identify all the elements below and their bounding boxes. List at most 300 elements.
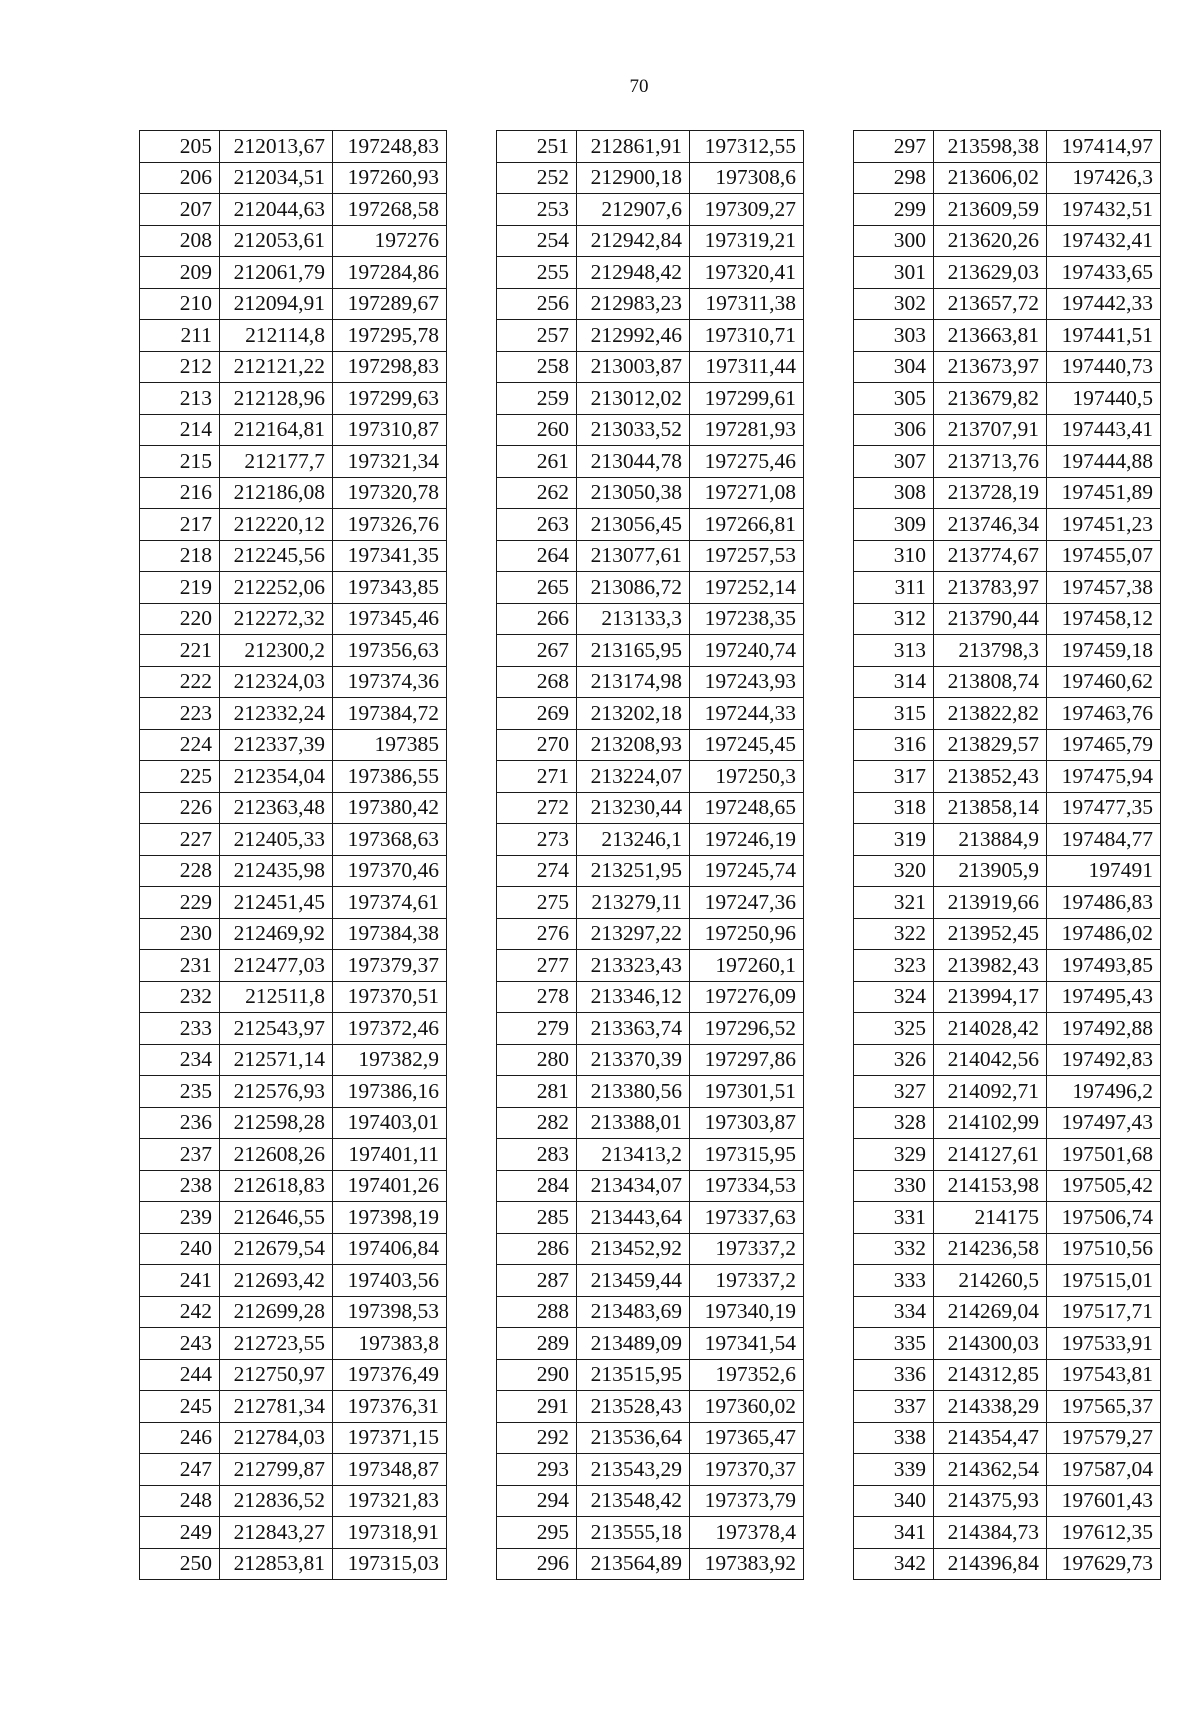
point-number-cell: 253: [497, 194, 577, 226]
table-row: [854, 1391, 1161, 1423]
point-number-cell: 268: [497, 666, 577, 698]
y-coordinate-cell: 197486,83: [1047, 887, 1161, 919]
x-coordinate-cell: 214338,29: [934, 1391, 1047, 1423]
table-row: [497, 603, 804, 635]
x-coordinate-cell: 213548,42: [577, 1485, 690, 1517]
y-coordinate-cell: 197299,61: [690, 383, 804, 415]
point-number-cell: 259: [497, 383, 577, 415]
y-coordinate-cell: 197491: [1047, 855, 1161, 887]
table-row: [854, 540, 1161, 572]
point-number-cell: 240: [140, 1233, 220, 1265]
x-coordinate-cell: 212781,34: [220, 1391, 333, 1423]
point-number-cell: 311: [854, 572, 934, 604]
point-number-cell: 214: [140, 414, 220, 446]
x-coordinate-cell: 213246,1: [577, 824, 690, 856]
y-coordinate-cell: 197352,6: [690, 1359, 804, 1391]
point-number-cell: 310: [854, 540, 934, 572]
x-coordinate-cell: 212094,91: [220, 288, 333, 320]
point-number-cell: 325: [854, 1013, 934, 1045]
x-coordinate-cell: 212543,97: [220, 1013, 333, 1045]
x-coordinate-cell: 212799,87: [220, 1454, 333, 1486]
point-number-cell: 338: [854, 1422, 934, 1454]
point-number-cell: 270: [497, 729, 577, 761]
table-row: [854, 1139, 1161, 1171]
y-coordinate-cell: 197320,41: [690, 257, 804, 289]
table-row: [140, 950, 447, 982]
x-coordinate-cell: 213413,2: [577, 1139, 690, 1171]
x-coordinate-cell: 212034,51: [220, 162, 333, 194]
point-number-cell: 315: [854, 698, 934, 730]
table-row: [854, 1517, 1161, 1549]
point-number-cell: 292: [497, 1422, 577, 1454]
page-number: 70: [629, 76, 649, 97]
x-coordinate-cell: 213598,38: [934, 131, 1047, 163]
x-coordinate-cell: 212272,32: [220, 603, 333, 635]
x-coordinate-cell: 212337,39: [220, 729, 333, 761]
table-row: [140, 1454, 447, 1486]
table-row: [140, 1107, 447, 1139]
point-number-cell: 300: [854, 225, 934, 257]
point-number-cell: 304: [854, 351, 934, 383]
x-coordinate-cell: 214153,98: [934, 1170, 1047, 1202]
y-coordinate-cell: 197372,46: [333, 1013, 447, 1045]
y-coordinate-cell: 197440,5: [1047, 383, 1161, 415]
y-coordinate-cell: 197320,78: [333, 477, 447, 509]
x-coordinate-cell: 212750,97: [220, 1359, 333, 1391]
y-coordinate-cell: 197543,81: [1047, 1359, 1161, 1391]
point-number-cell: 314: [854, 666, 934, 698]
y-coordinate-cell: 197244,33: [690, 698, 804, 730]
y-coordinate-cell: 197296,52: [690, 1013, 804, 1045]
point-number-cell: 288: [497, 1296, 577, 1328]
y-coordinate-cell: 197257,53: [690, 540, 804, 572]
point-number-cell: 255: [497, 257, 577, 289]
x-coordinate-cell: 213858,14: [934, 792, 1047, 824]
x-coordinate-cell: 212571,14: [220, 1044, 333, 1076]
point-number-cell: 299: [854, 194, 934, 226]
x-coordinate-cell: 213323,43: [577, 950, 690, 982]
table-row: [140, 131, 447, 163]
coordinates-table-3: [853, 130, 1161, 1580]
x-coordinate-cell: 213202,18: [577, 698, 690, 730]
point-number-cell: 210: [140, 288, 220, 320]
point-number-cell: 264: [497, 540, 577, 572]
point-number-cell: 337: [854, 1391, 934, 1423]
table-row: [497, 824, 804, 856]
x-coordinate-cell: 213620,26: [934, 225, 1047, 257]
y-coordinate-cell: 197326,76: [333, 509, 447, 541]
x-coordinate-cell: 213459,44: [577, 1265, 690, 1297]
table-row: [854, 824, 1161, 856]
y-coordinate-cell: 197248,83: [333, 131, 447, 163]
y-coordinate-cell: 197348,87: [333, 1454, 447, 1486]
y-coordinate-cell: 197517,71: [1047, 1296, 1161, 1328]
y-coordinate-cell: 197321,34: [333, 446, 447, 478]
y-coordinate-cell: 197459,18: [1047, 635, 1161, 667]
x-coordinate-cell: 214312,85: [934, 1359, 1047, 1391]
y-coordinate-cell: 197373,79: [690, 1485, 804, 1517]
point-number-cell: 257: [497, 320, 577, 352]
table-row: [854, 1548, 1161, 1580]
x-coordinate-cell: 212300,2: [220, 635, 333, 667]
point-number-cell: 229: [140, 887, 220, 919]
x-coordinate-cell: 212836,52: [220, 1485, 333, 1517]
table-row: [140, 383, 447, 415]
point-number-cell: 276: [497, 918, 577, 950]
x-coordinate-cell: 213982,43: [934, 950, 1047, 982]
x-coordinate-cell: 212061,79: [220, 257, 333, 289]
table-row: [497, 1296, 804, 1328]
y-coordinate-cell: 197341,54: [690, 1328, 804, 1360]
x-coordinate-cell: 212363,48: [220, 792, 333, 824]
table-row: [140, 1485, 447, 1517]
x-coordinate-cell: 213783,97: [934, 572, 1047, 604]
point-number-cell: 309: [854, 509, 934, 541]
x-coordinate-cell: 213798,3: [934, 635, 1047, 667]
x-coordinate-cell: 213133,3: [577, 603, 690, 635]
x-coordinate-cell: 212646,55: [220, 1202, 333, 1234]
point-number-cell: 284: [497, 1170, 577, 1202]
table-row: [497, 1233, 804, 1265]
y-coordinate-cell: 197343,85: [333, 572, 447, 604]
point-number-cell: 328: [854, 1107, 934, 1139]
table-row: [140, 729, 447, 761]
point-number-cell: 209: [140, 257, 220, 289]
point-number-cell: 212: [140, 351, 220, 383]
point-number-cell: 321: [854, 887, 934, 919]
y-coordinate-cell: 197345,46: [333, 603, 447, 635]
point-number-cell: 278: [497, 981, 577, 1013]
point-number-cell: 230: [140, 918, 220, 950]
table-row: [497, 477, 804, 509]
y-coordinate-cell: 197579,27: [1047, 1422, 1161, 1454]
y-coordinate-cell: 197374,36: [333, 666, 447, 698]
x-coordinate-cell: 212128,96: [220, 383, 333, 415]
table-row: [854, 509, 1161, 541]
x-coordinate-cell: 212948,42: [577, 257, 690, 289]
x-coordinate-cell: 213707,91: [934, 414, 1047, 446]
table-row: [140, 824, 447, 856]
point-number-cell: 247: [140, 1454, 220, 1486]
y-coordinate-cell: 197299,63: [333, 383, 447, 415]
x-coordinate-cell: 213884,9: [934, 824, 1047, 856]
y-coordinate-cell: 197318,91: [333, 1517, 447, 1549]
table-row: [497, 887, 804, 919]
y-coordinate-cell: 197458,12: [1047, 603, 1161, 635]
point-number-cell: 256: [497, 288, 577, 320]
point-number-cell: 244: [140, 1359, 220, 1391]
point-number-cell: 286: [497, 1233, 577, 1265]
x-coordinate-cell: 213543,29: [577, 1454, 690, 1486]
point-number-cell: 339: [854, 1454, 934, 1486]
y-coordinate-cell: 197444,88: [1047, 446, 1161, 478]
x-coordinate-cell: 213297,22: [577, 918, 690, 950]
point-number-cell: 215: [140, 446, 220, 478]
point-number-cell: 274: [497, 855, 577, 887]
point-number-cell: 332: [854, 1233, 934, 1265]
y-coordinate-cell: 197308,6: [690, 162, 804, 194]
y-coordinate-cell: 197310,71: [690, 320, 804, 352]
y-coordinate-cell: 197246,19: [690, 824, 804, 856]
table-row: [854, 1202, 1161, 1234]
point-number-cell: 291: [497, 1391, 577, 1423]
x-coordinate-cell: 213808,74: [934, 666, 1047, 698]
y-coordinate-cell: 197260,93: [333, 162, 447, 194]
table-row: [854, 446, 1161, 478]
x-coordinate-cell: 213224,07: [577, 761, 690, 793]
table-row: [854, 1107, 1161, 1139]
x-coordinate-cell: 213363,74: [577, 1013, 690, 1045]
table-row: [140, 540, 447, 572]
point-number-cell: 312: [854, 603, 934, 635]
y-coordinate-cell: 197414,97: [1047, 131, 1161, 163]
y-coordinate-cell: 197321,83: [333, 1485, 447, 1517]
table-row: [497, 1265, 804, 1297]
table-row: [140, 792, 447, 824]
table-row: [497, 320, 804, 352]
point-number-cell: 216: [140, 477, 220, 509]
table-row: [497, 414, 804, 446]
x-coordinate-cell: 212469,92: [220, 918, 333, 950]
table-row: [854, 257, 1161, 289]
x-coordinate-cell: 212164,81: [220, 414, 333, 446]
point-number-cell: 220: [140, 603, 220, 635]
table-row: [140, 572, 447, 604]
point-number-cell: 285: [497, 1202, 577, 1234]
y-coordinate-cell: 197250,3: [690, 761, 804, 793]
x-coordinate-cell: 212618,83: [220, 1170, 333, 1202]
x-coordinate-cell: 212252,06: [220, 572, 333, 604]
y-coordinate-cell: 197243,93: [690, 666, 804, 698]
x-coordinate-cell: 213673,97: [934, 351, 1047, 383]
table-row: [140, 1202, 447, 1234]
y-coordinate-cell: 197440,73: [1047, 351, 1161, 383]
x-coordinate-cell: 214042,56: [934, 1044, 1047, 1076]
point-number-cell: 273: [497, 824, 577, 856]
y-coordinate-cell: 197370,51: [333, 981, 447, 1013]
x-coordinate-cell: 214127,61: [934, 1139, 1047, 1171]
point-number-cell: 226: [140, 792, 220, 824]
table-row: [140, 698, 447, 730]
y-coordinate-cell: 197309,27: [690, 194, 804, 226]
y-coordinate-cell: 197457,38: [1047, 572, 1161, 604]
point-number-cell: 327: [854, 1076, 934, 1108]
point-number-cell: 313: [854, 635, 934, 667]
table-row: [140, 1422, 447, 1454]
table-row: [140, 887, 447, 919]
point-number-cell: 245: [140, 1391, 220, 1423]
point-number-cell: 329: [854, 1139, 934, 1171]
point-number-cell: 231: [140, 950, 220, 982]
table-row: [140, 257, 447, 289]
table-row: [854, 603, 1161, 635]
point-number-cell: 336: [854, 1359, 934, 1391]
x-coordinate-cell: 213829,57: [934, 729, 1047, 761]
table-row: [854, 1265, 1161, 1297]
table-row: [497, 855, 804, 887]
y-coordinate-cell: 197441,51: [1047, 320, 1161, 352]
y-coordinate-cell: 197506,74: [1047, 1202, 1161, 1234]
coordinates-table-1: [139, 130, 447, 1580]
point-number-cell: 260: [497, 414, 577, 446]
y-coordinate-cell: 197374,61: [333, 887, 447, 919]
x-coordinate-cell: 212177,7: [220, 446, 333, 478]
y-coordinate-cell: 197380,42: [333, 792, 447, 824]
x-coordinate-cell: 213728,19: [934, 477, 1047, 509]
x-coordinate-cell: 213050,38: [577, 477, 690, 509]
point-number-cell: 303: [854, 320, 934, 352]
table-row: [497, 288, 804, 320]
y-coordinate-cell: 197266,81: [690, 509, 804, 541]
y-coordinate-cell: 197275,46: [690, 446, 804, 478]
table-row: [497, 666, 804, 698]
y-coordinate-cell: 197334,53: [690, 1170, 804, 1202]
point-number-cell: 265: [497, 572, 577, 604]
x-coordinate-cell: 213663,81: [934, 320, 1047, 352]
x-coordinate-cell: 214260,5: [934, 1265, 1047, 1297]
table-row: [854, 761, 1161, 793]
table-row: [140, 194, 447, 226]
point-number-cell: 224: [140, 729, 220, 761]
point-number-cell: 341: [854, 1517, 934, 1549]
point-number-cell: 243: [140, 1328, 220, 1360]
y-coordinate-cell: 197370,46: [333, 855, 447, 887]
table-row: [497, 1076, 804, 1108]
point-number-cell: 208: [140, 225, 220, 257]
y-coordinate-cell: 197443,41: [1047, 414, 1161, 446]
point-number-cell: 320: [854, 855, 934, 887]
table-row: [854, 1170, 1161, 1202]
point-number-cell: 223: [140, 698, 220, 730]
x-coordinate-cell: 212121,22: [220, 351, 333, 383]
point-number-cell: 307: [854, 446, 934, 478]
x-coordinate-cell: 213489,09: [577, 1328, 690, 1360]
point-number-cell: 217: [140, 509, 220, 541]
y-coordinate-cell: 197303,87: [690, 1107, 804, 1139]
table-row: [497, 1170, 804, 1202]
y-coordinate-cell: 197271,08: [690, 477, 804, 509]
point-number-cell: 235: [140, 1076, 220, 1108]
table-row: [140, 1391, 447, 1423]
point-number-cell: 308: [854, 477, 934, 509]
y-coordinate-cell: 197247,36: [690, 887, 804, 919]
y-coordinate-cell: 197360,02: [690, 1391, 804, 1423]
x-coordinate-cell: 214092,71: [934, 1076, 1047, 1108]
point-number-cell: 318: [854, 792, 934, 824]
table-row: [854, 288, 1161, 320]
point-number-cell: 279: [497, 1013, 577, 1045]
y-coordinate-cell: 197432,41: [1047, 225, 1161, 257]
x-coordinate-cell: 213919,66: [934, 887, 1047, 919]
table-row: [497, 225, 804, 257]
x-coordinate-cell: 212679,54: [220, 1233, 333, 1265]
point-number-cell: 246: [140, 1422, 220, 1454]
x-coordinate-cell: 212983,23: [577, 288, 690, 320]
x-coordinate-cell: 213905,9: [934, 855, 1047, 887]
table-row: [140, 918, 447, 950]
y-coordinate-cell: 197601,43: [1047, 1485, 1161, 1517]
x-coordinate-cell: 212608,26: [220, 1139, 333, 1171]
point-number-cell: 294: [497, 1485, 577, 1517]
x-coordinate-cell: 212784,03: [220, 1422, 333, 1454]
point-number-cell: 261: [497, 446, 577, 478]
point-number-cell: 326: [854, 1044, 934, 1076]
point-number-cell: 205: [140, 131, 220, 163]
y-coordinate-cell: 197378,4: [690, 1517, 804, 1549]
table-row: [497, 729, 804, 761]
x-coordinate-cell: 213077,61: [577, 540, 690, 572]
table-row: [854, 225, 1161, 257]
table-row: [140, 1139, 447, 1171]
point-number-cell: 239: [140, 1202, 220, 1234]
y-coordinate-cell: 197451,89: [1047, 477, 1161, 509]
table-row: [854, 950, 1161, 982]
point-number-cell: 219: [140, 572, 220, 604]
table-row: [140, 761, 447, 793]
point-number-cell: 340: [854, 1485, 934, 1517]
x-coordinate-cell: 212699,28: [220, 1296, 333, 1328]
table-row: [140, 1233, 447, 1265]
table-row: [140, 603, 447, 635]
x-coordinate-cell: 212405,33: [220, 824, 333, 856]
point-number-cell: 290: [497, 1359, 577, 1391]
table-row: [497, 1202, 804, 1234]
table-row: [497, 1548, 804, 1580]
y-coordinate-cell: 197386,55: [333, 761, 447, 793]
x-coordinate-cell: 212900,18: [577, 162, 690, 194]
x-coordinate-cell: 212907,6: [577, 194, 690, 226]
y-coordinate-cell: 197492,83: [1047, 1044, 1161, 1076]
y-coordinate-cell: 197451,23: [1047, 509, 1161, 541]
point-number-cell: 266: [497, 603, 577, 635]
point-number-cell: 334: [854, 1296, 934, 1328]
table-row: [854, 162, 1161, 194]
table-row: [140, 855, 447, 887]
point-number-cell: 236: [140, 1107, 220, 1139]
point-number-cell: 322: [854, 918, 934, 950]
y-coordinate-cell: 197370,37: [690, 1454, 804, 1486]
table-row: [497, 540, 804, 572]
x-coordinate-cell: 212220,12: [220, 509, 333, 541]
point-number-cell: 241: [140, 1265, 220, 1297]
y-coordinate-cell: 197365,47: [690, 1422, 804, 1454]
table-row: [854, 918, 1161, 950]
point-number-cell: 287: [497, 1265, 577, 1297]
y-coordinate-cell: 197510,56: [1047, 1233, 1161, 1265]
table-row: [140, 477, 447, 509]
coordinates-table-2: [496, 130, 804, 1580]
point-number-cell: 269: [497, 698, 577, 730]
point-number-cell: 319: [854, 824, 934, 856]
y-coordinate-cell: 197484,77: [1047, 824, 1161, 856]
y-coordinate-cell: 197319,21: [690, 225, 804, 257]
table-row: [140, 666, 447, 698]
x-coordinate-cell: 214354,47: [934, 1422, 1047, 1454]
table-row: [497, 1107, 804, 1139]
x-coordinate-cell: 213657,72: [934, 288, 1047, 320]
y-coordinate-cell: 197311,38: [690, 288, 804, 320]
y-coordinate-cell: 197297,86: [690, 1044, 804, 1076]
y-coordinate-cell: 197245,45: [690, 729, 804, 761]
y-coordinate-cell: 197337,2: [690, 1265, 804, 1297]
table-row: [854, 887, 1161, 919]
point-number-cell: 238: [140, 1170, 220, 1202]
x-coordinate-cell: 213012,02: [577, 383, 690, 415]
table-row: [497, 698, 804, 730]
x-coordinate-cell: 213434,07: [577, 1170, 690, 1202]
y-coordinate-cell: 197455,07: [1047, 540, 1161, 572]
x-coordinate-cell: 213609,59: [934, 194, 1047, 226]
